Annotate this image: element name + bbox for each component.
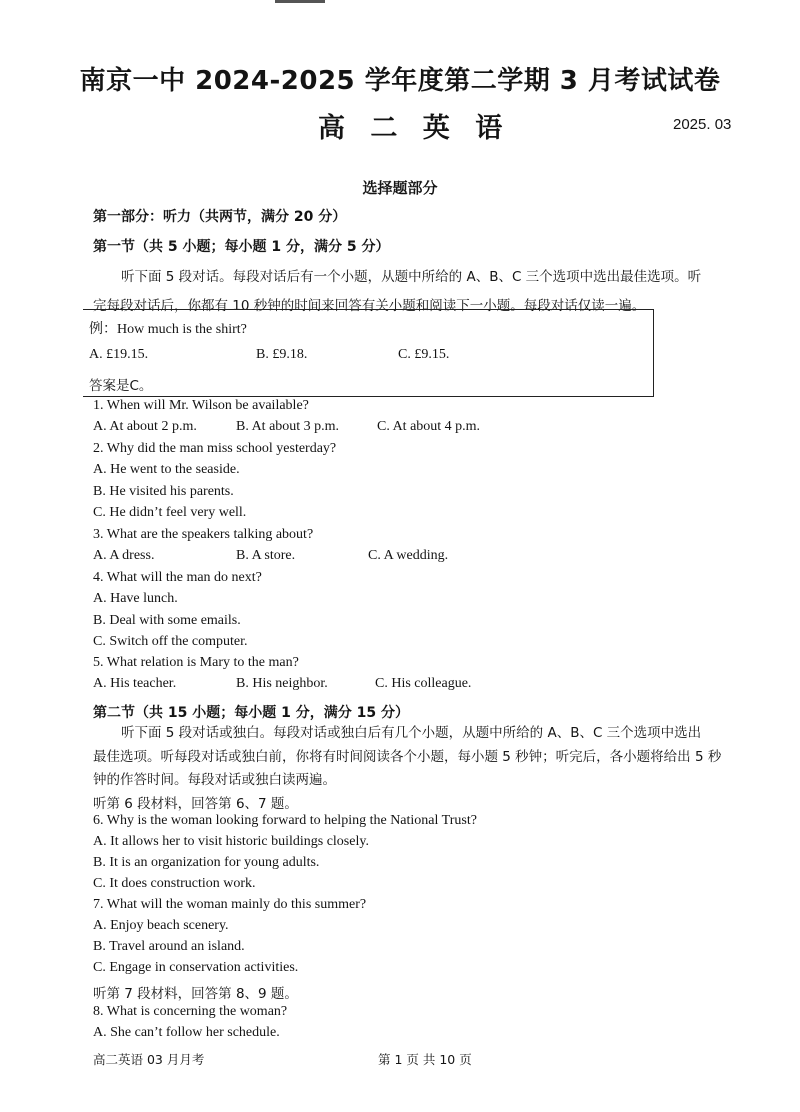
q2-option-b: B. He visited his parents. (93, 484, 234, 499)
footer-page-number: 第 1 页 共 10 页 (378, 1052, 472, 1067)
question-7: 7. What will the woman mainly do this summer? (93, 897, 367, 912)
q1-option-a: A. At about 2 p.m. (93, 419, 197, 434)
q4-option-a: A. Have lunch. (93, 591, 178, 606)
q4-option-b: B. Deal with some emails. (93, 613, 241, 628)
example-answer: 答案是C。 (89, 378, 153, 394)
q5-option-a: A. His teacher. (93, 676, 177, 691)
example-option-b: B. £9.18. (256, 347, 308, 362)
q2-option-a: A. He went to the seaside. (93, 462, 240, 477)
q8-option-a: A. She can’t follow her schedule. (93, 1025, 280, 1040)
example-option-a: A. £19.15. (89, 347, 149, 362)
q5-option-c: C. His colleague. (375, 676, 472, 691)
section-title: 选择题部分 (362, 179, 438, 197)
material-6-intro: 听第 6 段材料，回答第 6、7 题。 (93, 796, 298, 812)
section1-heading: 第一节（共 5 小题；每小题 1 分，满分 5 分） (93, 239, 390, 255)
top-rule (275, 0, 325, 3)
q7-option-c: C. Engage in conservation activities. (93, 960, 299, 975)
subject-title: 高 二 英 语 (318, 113, 511, 144)
part1-heading: 第一部分：听力（共两节，满分 20 分） (93, 209, 347, 225)
q3-option-b: B. A store. (236, 548, 296, 563)
question-1: 1. When will Mr. Wilson be available? (93, 398, 309, 413)
q6-option-a: A. It allows her to visit historic buildings closely. (93, 834, 369, 849)
section1-instructions-line1: 听下面 5 段对话。每段对话后有一个小题，从题中所给的 A、B、C 三个选项中选出最佳选项。听 (121, 269, 702, 285)
q6-option-b: B. It is an organization for young adults. (93, 855, 320, 870)
q1-option-c: C. At about 4 p.m. (377, 419, 481, 434)
q4-option-c: C. Switch off the computer. (93, 634, 248, 649)
question-2: 2. Why did the man miss school yesterday? (93, 441, 337, 456)
q7-option-b: B. Travel around an island. (93, 939, 245, 954)
question-5: 5. What relation is Mary to the man? (93, 655, 299, 670)
section2-instructions-line1: 听下面 5 段对话或独白。每段对话或独白后有几个小题，从题中所给的 A、B、C 三个选项中选出 (121, 725, 702, 741)
section2-instructions-line2: 最佳选项。听每段对话或独白前，你将有时间阅读各个小题，每小题 5 秒钟；听完后，各小题将给出 5 秒 (93, 749, 722, 765)
question-6: 6. Why is the woman looking forward to helping the National Trust? (93, 813, 477, 828)
question-3: 3. What are the speakers talking about? (93, 527, 314, 542)
section1-instructions-line2: 完每段对话后，你都有 10 秒钟的时间来回答有关小题和阅读下一小题。每段对话仅读一遍。 (93, 298, 646, 314)
section2-heading: 第二节（共 15 小题；每小题 1 分，满分 15 分） (93, 705, 409, 721)
q6-option-c: C. It does construction work. (93, 876, 256, 891)
q2-option-c: C. He didn’t feel very well. (93, 505, 247, 520)
q1-option-b: B. At about 3 p.m. (236, 419, 340, 434)
example-option-c: C. £9.15. (398, 347, 450, 362)
q7-option-a: A. Enjoy beach scenery. (93, 918, 229, 933)
exam-date: 2025. 03 (673, 116, 732, 133)
section2-instructions-line3: 钟的作答时间。每段对话或独白读两遍。 (93, 772, 336, 788)
question-8: 8. What is concerning the woman? (93, 1004, 288, 1019)
q5-option-b: B. His neighbor. (236, 676, 328, 691)
q3-option-a: A. A dress. (93, 548, 155, 563)
question-4: 4. What will the man do next? (93, 570, 262, 585)
footer-exam-name: 高二英语 03 月月考 (93, 1052, 205, 1067)
material-7-intro: 听第 7 段材料，回答第 8、9 题。 (93, 986, 298, 1002)
q3-option-c: C. A wedding. (368, 548, 449, 563)
example-question: 例：How much is the shirt? (89, 322, 247, 337)
exam-title: 南京一中 2024-2025 学年度第二学期 3 月考试试卷 (79, 66, 721, 96)
